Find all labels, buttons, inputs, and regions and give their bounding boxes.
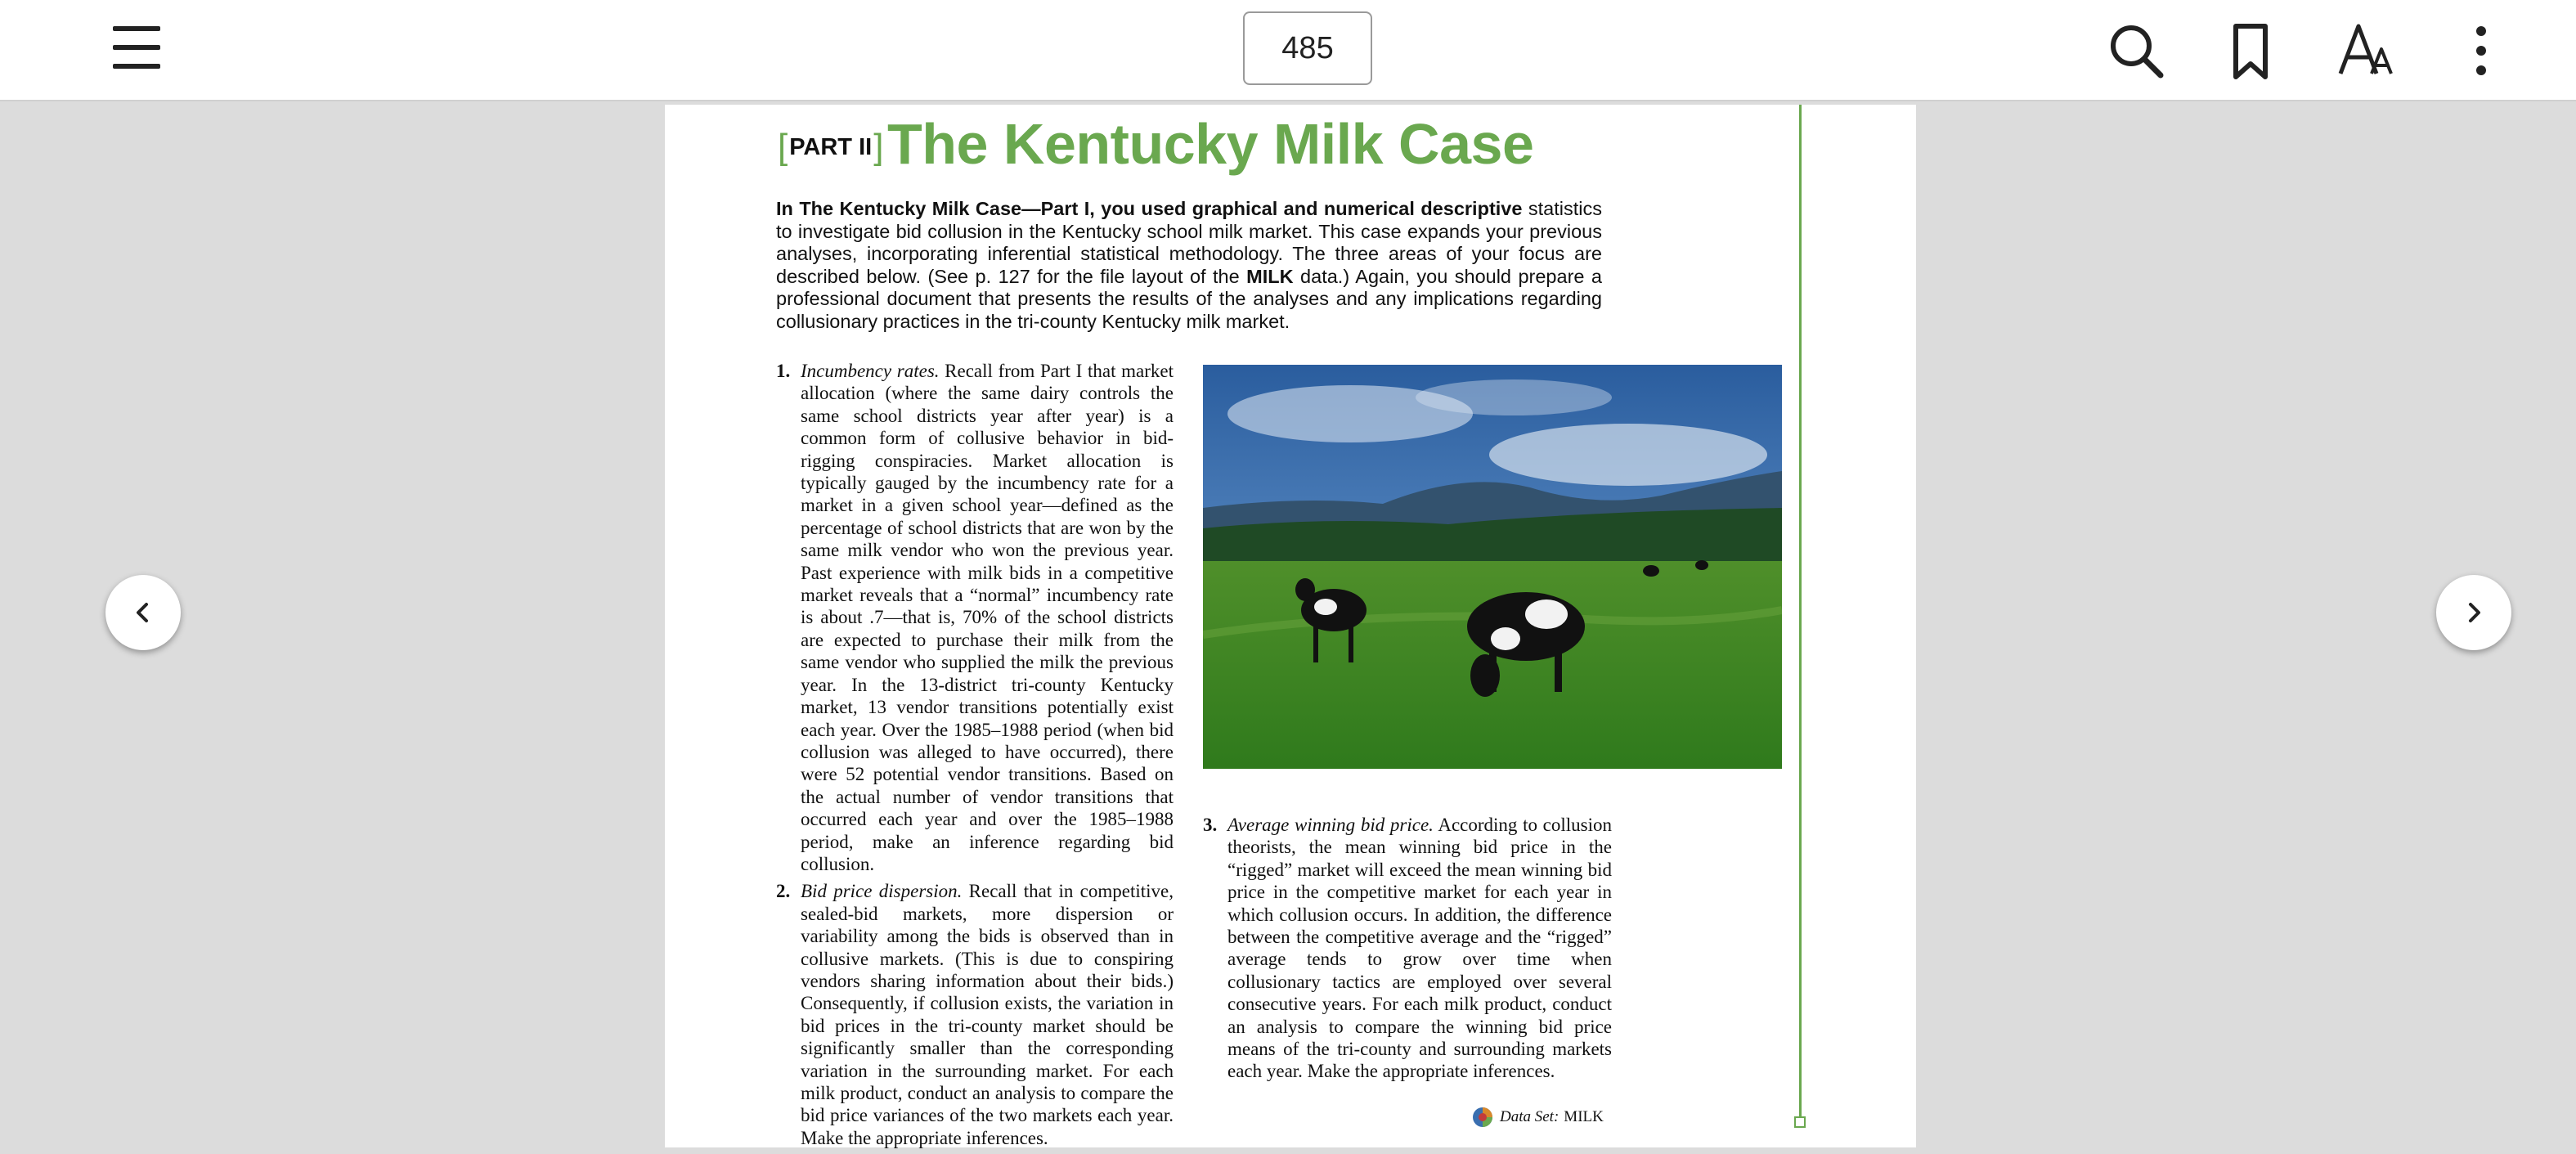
previous-page-button[interactable] (105, 575, 181, 650)
list-item: 1. Incumbency rates. Recall from Part I that market allocation (where the same dairy controls the same school districts year after year) is a common form of collusive behavior in bid-rigging conspiracies. Market allocation is typically gauged by the incumbency rate for a market in a given school year—defined as the percentage of school districts that are won by the same milk vendor who won the previous year. Past experience with milk bids in a competitive market reveals that a “normal” incumbency rate is about .7—that is, 70% of the school districts are expected to purchase their milk from the same vendor who supplied the milk the previous year. In the 13-district tri-county Kentucky market, 13 vendor transitions potentially exist each year. Over the 1985–1988 period (when bid collusion was alleged to have occurred), there were 52 potential vendor transitions. Based on the actual number of vendor transitions that occurred each year and over the 1985–1988 period, make an inference regarding bid collusion. (776, 361, 1174, 874)
margin-rule (1799, 105, 1802, 1123)
right-column (1203, 814, 1612, 1088)
list-item: 2. Bid price dispersion. Recall that in competitive, sealed-bid markets, more dispersion or variability among the bids is observed than in collusive markets. (This is due to conspiring vendors sharing information about their bids.) Consequently, if collusion exists, the variation in bid prices in the tri-county market should be significantly smaller than the corresponding variation in the surrounding market. For each milk product, conduct an analysis to compare the bid price variances of the two markets each year. Make the appropriate inferences. (776, 881, 1174, 1148)
bookmark-icon[interactable] (2219, 20, 2282, 82)
list-item: 3. Average winning bid price. According to collusion theorists, the mean winning bid price in the “rigged” market will exceed the mean winning bid price in the competitive market for each year in which collusion occurs. In addition, the difference between the competitive average and the “rigged” average tends to grow over time when collusionary tactics are employed over several consecutive years. For each milk product, conduct an analysis to compare the winning bid price means of the tri-county and surrounding markets each year. Make the appropriate inferences. (1203, 815, 1612, 1082)
margin-marker (1794, 1116, 1806, 1128)
more-vertical-icon[interactable] (2450, 20, 2512, 82)
part-label: [ PART II ] (778, 127, 884, 167)
next-page-button[interactable] (2436, 575, 2511, 650)
chevron-left-icon (129, 599, 157, 626)
reader-toolbar (0, 0, 2576, 101)
book-page (665, 105, 1916, 1147)
intro-paragraph: In The Kentucky Milk Case—Part I, you used graphical and numerical descriptive statistics to investigate bid collusion in the Kentucky school milk market. This case expands your previous analyses, incorporating inferential statistical methodology. The three areas of your focus are described below. (See p. 127 for the file layout of the MILK data.) Again, you should prepare a professional document that presents the results of the analyses and any implications regarding collusionary practices in the tri-county Kentucky milk market. (776, 198, 1602, 332)
page-title: The Kentucky Milk Case (887, 112, 1534, 176)
chevron-right-icon (2460, 599, 2488, 626)
menu-icon[interactable] (108, 23, 167, 75)
search-icon[interactable] (2105, 20, 2167, 82)
dataset-note: Data Set: MILK (1472, 1107, 1604, 1128)
dataset-icon (1472, 1107, 1493, 1128)
text-size-icon[interactable] (2336, 20, 2398, 82)
left-column (776, 360, 1174, 1154)
page-number-field[interactable]: 485 (1243, 11, 1372, 85)
cows-pasture-photo (1203, 365, 1782, 769)
